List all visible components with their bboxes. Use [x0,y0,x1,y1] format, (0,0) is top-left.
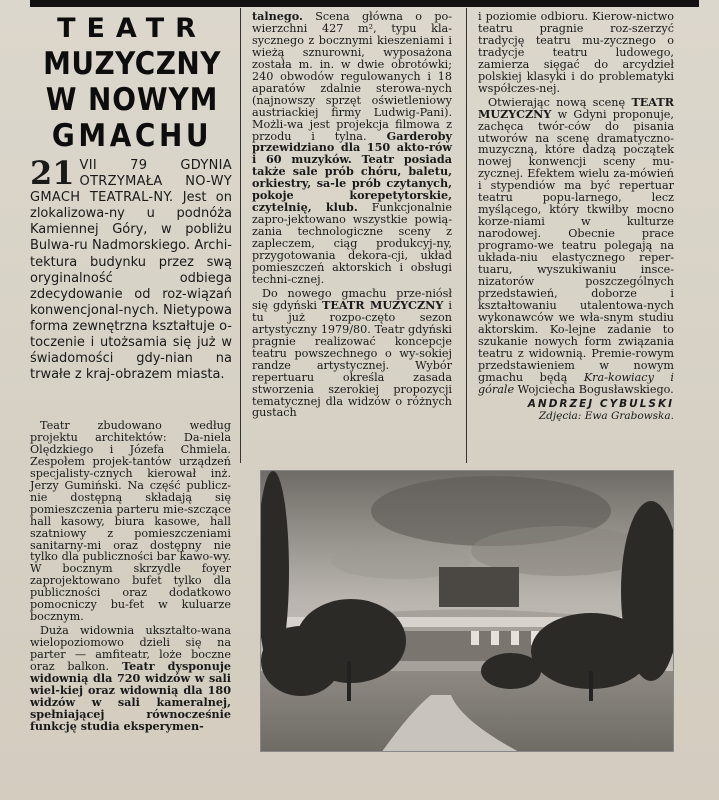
column-1 [30,420,231,735]
col3-p2-italic: Kra-kowiacy i górale [478,370,675,396]
drop-number: 21 [30,154,75,192]
lead-text: Jest on zlokalizowa-ny u podnóża Kamiennej Góry, w pobliżu Bulwa-ru Nadmorskiego. Archi-tektura budynku przez swą oryginalność odbiega zdecydowanie od roz-wiązań konwencjonal-nych. Nietypowa forma zewnętrzna kształtuje o-toczenie i utożsamia się już w świadomości gdy-nian na trwałe z kraj-obrazem miasta. [30,190,232,383]
column-rule-1 [240,8,241,463]
col3-p2-c: Wojciecha Bogusławskiego. [514,382,674,396]
author-byline: ANDRZEJ CYBULSKI [527,397,674,410]
theatre-building-photo [260,470,674,752]
col2-p1-b: Funkcjonalnie zapro-jektowano wszystkie powią-zania technologiczne sceny z zapleczem, ciąg produkcyj-ny, przygotowania dekora-cji, układ pomieszczeń aktorskich i obsługi techni-cznej. [252,201,452,286]
col2-paragraph-1 [252,11,452,286]
top-rule [30,0,699,7]
col2-p1-a: Scena główna o po-wierzchni 427 m², typu kla-sycznego z bocznymi kieszeniami i wieżą sznurowni, wyposażona została m. in. w dwie obrotówki; 240 obwodów regulowanych i 18 aparatów zdalnie sterowa-nych (najnowszy sprzęt oświetleniowy austriackiej firmy Ludwig-Pani). Możli-wa jest projekcja filmowa z przodu i tylna. [252,10,452,143]
col1-p2-text: Duża widownia ukształto-wana wielopoziomowo dzieli się na parter — amfiteatr, loże boczne oraz balkon. [30,624,231,674]
col2-p2-a: Do nowego gmachu prze-niósł się gdyński [252,286,452,312]
headline-line-1: TEATR [57,13,207,44]
col3-paragraph-1: i poziomie odbioru. Kierow-nictwo teatru pragnie roz-szerzyć tradycję teatru mu-zycznego o tradycje teatru ludowego, zamierza sięgać do arcydzieł polskiej klasyki i do problematyki współczes-nej. [478,10,674,95]
col1-paragraph-1: Teatr zbudowano według projektu architektów: Da-niela Olędzkiego i Józefa Chmiela. Zespołem projek-tantów urządzeń specjalisty-cznych kierował inż. Jerzy Gumiński. Na część publicz-nie dostępną składają się pomieszczenia parteru mie-szczące hall kasowy, biura kasowe, hall szatniowy z pomieszczeniami sanitarny-mi oraz dostępny nie tylko dla publiczności bar kawo-wy. W bocznym skrzydle foyer zaprojektowano bufet tylko dla publiczności oraz dodatkowo pomocniczy bu-fet w kuluarze bocznym. [30,419,231,624]
headline-line-3: W NOWYM [45,82,219,118]
col2-paragraph-2 [252,288,452,419]
column-2 [252,11,452,421]
lead-paragraph [30,154,232,383]
col1-p2-bold: Teatr dysponuje widownią dla 720 widzów w sali wiel-kiej oraz widownią dla 180 widzów w sali kameralnej, spełniającej równocześnie funkcję studia eksperymen- [30,659,231,733]
theatre-photo-illustration [261,471,674,752]
headline [28,12,236,154]
col2-p2-bold: TEATR MUZYCZNY [322,297,444,312]
photo-credit: Zdjęcia: Ewa Grabowska. [538,409,674,422]
headline-line-4: GMACHU [51,118,213,154]
col2-p1-bold: Garderoby przewidziano dla 150 akto-rów i 60 muzyków. Teatr posiada także sale prób chóru, baletu, orkiestry, sa-le prób czytanych, pokoje korepetytorskie, czytelnię, klub. [252,128,452,215]
col3-p2-bold: TEATR MUZYCZNY [478,94,674,121]
col3-p2-b: w Gdyni proponuje, zachęca twór-ców do pisania utworów na scenę dramatyczno-muzyczną, które dadzą początek nowej konwencji sceny mu-zycznej. Efektem wielu za-mówień i stypendiów ma być repertuar teatru popu-larnego, lecz myślącego, który tkwiłby mocno korze-niami w kulturze narodowej. Obecnie prace programo-we teatru polegają na układa-niu elastycznego reper-tuaru, wyszukiwaniu insce-nizatorów poszczególnych przedstawień, doborze i kształtowaniu utalentowa-nych wykonawców we wła-snym studiu aktorskim. Ko-lejne zadanie to szukanie nowych form związania teatru z widownią. Premie-rowym przedstawieniem w nowym gmachu będą [478,107,674,384]
headline-line-2: MUZYCZNY [43,46,221,82]
col2-p1-bold-start: talnego. [252,9,303,23]
dateline: VII 79 GDYNIA OTRZYMAŁA NO-WY GMACH TEATRAL-NY. [30,158,232,206]
col3-p2-a: Otwierając nową scenę [488,95,632,109]
column-rule-2 [466,8,467,463]
col2-p2-b: i tu już rozpo-częto sezon artystyczny 1979/80. Teatr gdyński pragnie realizować koncepcje teatru powszechnego o wy-sokiej randze artystycznej. Wybór repertuaru określa zasada stworzenia szerokiej propozycji tematycznej dla widzów o różnych gustach [252,298,452,420]
column-3 [478,11,674,422]
col3-paragraph-2 [478,94,675,396]
col1-paragraph-2 [30,625,231,733]
